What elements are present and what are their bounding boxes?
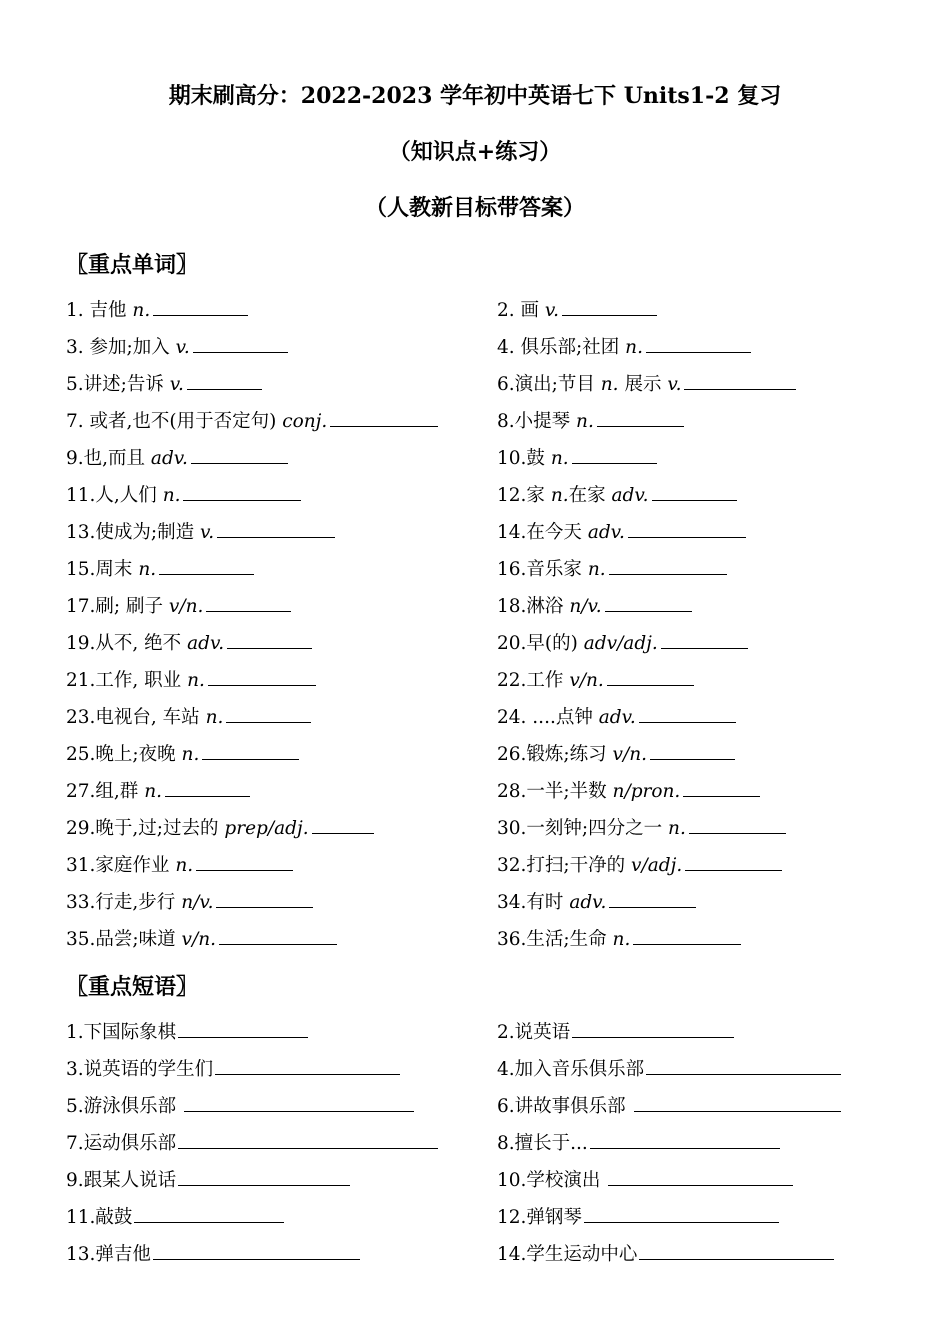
phrase-item [497,1055,841,1085]
item-row [66,444,886,481]
part-of-speech: n. [600,374,619,395]
answer-blank[interactable] [330,425,438,427]
item-text: 29.晚于,过;过去的 [66,818,225,839]
part-of-speech: n. [205,707,224,728]
phrase-item [66,1129,438,1159]
document-subtitle: （知识点+练习） [388,139,562,165]
item-text: 35.品尝;味道 [66,929,182,950]
answer-blank[interactable] [609,906,696,908]
phrase-item [66,1240,360,1270]
item-row [66,1092,886,1129]
item-text: 7.运动俱乐部 [66,1133,177,1154]
item-text: 4. 俱乐部;社团 [497,337,626,358]
item-text: 22.工作 [497,670,570,691]
phrase-item [497,1240,834,1270]
vocab-item [66,666,316,696]
item-text: 10.学校演出 [497,1170,607,1191]
answer-blank[interactable] [196,869,293,871]
vocab-section-heading: 〖重点单词〗 [66,252,199,278]
part-of-speech: adv. [150,448,188,469]
answer-blank[interactable] [650,758,735,760]
answer-blank[interactable] [646,351,751,353]
item-row [66,888,886,925]
answer-blank[interactable] [187,388,262,390]
item-text: 34.有时 [497,892,570,913]
part-of-speech: adv. [187,633,225,654]
phrase-item [497,1203,779,1233]
item-row [66,407,886,444]
vocab-item [66,296,248,326]
part-of-speech: v/n. [168,596,204,617]
item-text: 11.敲鼓 [66,1207,133,1228]
part-of-speech: v/adj. [631,855,683,876]
answer-blank[interactable] [226,721,311,723]
answer-blank[interactable] [178,1036,308,1038]
vocab-item [497,333,751,363]
answer-blank[interactable] [628,536,746,538]
item-row [66,370,886,407]
answer-blank[interactable] [572,462,657,464]
part-of-speech: n. [587,559,606,580]
vocab-item [497,666,694,696]
item-text: 11.人,人们 [66,485,163,506]
item-row [66,1166,886,1203]
answer-blank[interactable] [562,314,657,316]
answer-blank[interactable] [208,684,316,686]
answer-blank[interactable] [639,1258,834,1260]
item-text: 2.说英语 [497,1022,571,1043]
part-of-speech: n. [187,670,205,691]
item-row [66,1018,886,1055]
answer-blank[interactable] [689,832,786,834]
answer-blank[interactable] [597,425,684,427]
item-row [66,814,886,851]
vocab-item [497,777,760,807]
answer-blank[interactable] [607,684,694,686]
vocab-list [66,296,886,962]
item-text: 25.晚上;夜晚 [66,744,182,765]
item-text: 2. 画 [497,300,545,321]
answer-blank[interactable] [159,573,254,575]
part-of-speech: n. [668,818,686,839]
vocab-item [66,370,262,400]
vocab-item [497,481,737,511]
part-of-speech: conj. [282,411,328,432]
item-text: 17.刷; 刷子 [66,596,169,617]
answer-blank[interactable] [217,536,335,538]
answer-blank[interactable] [206,610,291,612]
item-text: 13.弹吉他 [66,1244,151,1265]
answer-blank[interactable] [584,1221,779,1223]
item-row [66,1240,886,1277]
item-row [66,666,886,703]
part-of-speech: n. [612,929,631,950]
answer-blank[interactable] [153,314,248,316]
item-text: 13.使成为;制造 [66,522,201,543]
vocab-item [66,740,299,770]
item-text: 5.游泳俱乐部 [66,1096,183,1117]
item-text: 27.组,群 [66,781,145,802]
vocab-item [66,333,288,363]
vocab-item [497,518,746,548]
vocab-item [497,925,741,955]
item-text: 36.生活;生命 [497,929,613,950]
item-row [66,925,886,962]
part-of-speech-secondary: v. [667,374,682,395]
phrase-item [66,1055,400,1085]
part-of-speech: n. [162,485,181,506]
item-row [66,481,886,518]
item-text: 20.早(的) [497,633,584,654]
vocab-item [66,703,311,733]
item-text: 19.从不, 绝不 [66,633,188,654]
vocab-item [497,851,782,881]
answer-blank[interactable] [633,943,741,945]
item-text: 3. 参加;加入 [66,337,176,358]
item-text-secondary: 展示 [618,374,668,395]
item-text: 15.周末 [66,559,139,580]
part-of-speech: adv. [598,707,636,728]
item-row [66,851,886,888]
answer-blank[interactable] [219,943,337,945]
part-of-speech: v/n. [612,744,648,765]
vocab-item [66,925,337,955]
answer-blank[interactable] [165,795,250,797]
vocab-item [66,888,313,918]
answer-blank[interactable] [605,610,692,612]
item-row [66,1129,886,1166]
answer-blank[interactable] [652,499,737,501]
part-of-speech: n. [576,411,594,432]
vocab-item [66,407,438,437]
part-of-speech: prep/adj. [224,818,309,839]
answer-blank[interactable] [153,1258,360,1260]
item-text: 16.音乐家 [497,559,588,580]
phrase-item [497,1166,793,1196]
phrase-item [66,1166,350,1196]
vocab-item [497,629,748,659]
answer-blank[interactable] [134,1221,284,1223]
item-row [66,555,886,592]
answer-blank[interactable] [608,1184,793,1186]
answer-blank[interactable] [312,832,374,834]
vocab-item [497,555,727,585]
part-of-speech: n. [181,744,200,765]
item-text: 9.跟某人说话 [66,1170,177,1191]
item-row [66,333,886,370]
item-text: 5.讲述;告诉 [66,374,170,395]
item-text: 18.淋浴 [497,596,570,617]
part-of-speech: n/v. [181,892,214,913]
part-of-speech: n. [144,781,162,802]
item-text: 12.弹钢琴 [497,1207,582,1228]
vocab-item [66,518,335,548]
answer-blank[interactable] [178,1147,438,1149]
item-text: 33.行走,步行 [66,892,182,913]
item-text: 3.说英语的学生们 [66,1059,214,1080]
item-text: 6.演出;节目 [497,374,601,395]
vocab-item [66,555,254,585]
phrase-item [497,1129,780,1159]
part-of-speech: n. [550,448,569,469]
item-text: 1. 吉他 [66,300,133,321]
item-text-secondary: 在家 [568,485,612,506]
vocab-item [497,444,657,474]
item-text: 30.一刻钟;四分之一 [497,818,669,839]
item-text: 31.家庭作业 [66,855,176,876]
item-text: 26.锻炼;练习 [497,744,613,765]
phrase-item [66,1092,414,1122]
item-row [66,296,886,333]
part-of-speech: v. [175,337,190,358]
item-text: 32.打扫;干净的 [497,855,632,876]
item-row [66,629,886,666]
part-of-speech: n. [175,855,194,876]
item-text: 7. 或者,也不(用于否定句) [66,411,283,432]
answer-blank[interactable] [684,388,796,390]
vocab-item [66,592,291,622]
answer-blank[interactable] [685,869,782,871]
item-row [66,1055,886,1092]
part-of-speech: n. [550,485,569,506]
answer-blank[interactable] [215,1073,400,1075]
phrase-item [66,1018,308,1048]
item-text: 28.一半;半数 [497,781,613,802]
answer-blank[interactable] [634,1110,841,1112]
part-of-speech-secondary: adv. [611,485,649,506]
vocab-item [497,296,657,326]
vocab-item [497,592,692,622]
document-title: 期末刷高分：2022-2023 学年初中英语七下 Units1-2 复习 [168,83,782,109]
answer-blank[interactable] [216,906,313,908]
item-text: 14.在今天 [497,522,588,543]
vocab-item [66,444,288,474]
part-of-speech: n. [625,337,643,358]
answer-blank[interactable] [590,1147,780,1149]
vocab-item [497,740,735,770]
item-text: 12.家 [497,485,551,506]
phrase-item [66,1203,284,1233]
answer-blank[interactable] [639,721,736,723]
answer-blank[interactable] [178,1184,350,1186]
part-of-speech: n/v. [569,596,602,617]
vocab-item [66,851,293,881]
part-of-speech: n/pron. [612,781,681,802]
part-of-speech: adv. [569,892,607,913]
answer-blank[interactable] [191,462,288,464]
part-of-speech: v/n. [569,670,604,691]
answer-blank[interactable] [202,758,299,760]
item-row [66,777,886,814]
part-of-speech: adv. [587,522,625,543]
item-row [66,703,886,740]
vocab-item [497,407,684,437]
vocab-item [497,888,696,918]
item-row [66,518,886,555]
document-edition: （人教新目标带答案） [364,195,585,221]
vocab-item [497,814,786,844]
vocab-item [66,777,250,807]
item-text: 4.加入音乐俱乐部 [497,1059,645,1080]
answer-blank[interactable] [646,1073,841,1075]
item-text: 6.讲故事俱乐部 [497,1096,632,1117]
phrase-section-heading: 〖重点短语〗 [66,974,199,1000]
phrase-list [66,1018,886,1277]
answer-blank[interactable] [609,573,727,575]
item-text: 14.学生运动中心 [497,1244,638,1265]
answer-blank[interactable] [661,647,748,649]
part-of-speech: v. [200,522,215,543]
vocab-item [497,703,736,733]
item-text: 23.电视台, 车站 [66,707,206,728]
answer-blank[interactable] [683,795,760,797]
vocab-item [497,370,796,400]
item-row [66,740,886,777]
phrase-item [497,1092,841,1122]
vocab-item [66,629,312,659]
answer-blank[interactable] [193,351,288,353]
answer-blank[interactable] [572,1036,734,1038]
item-text: 8.小提琴 [497,411,577,432]
vocab-item [66,481,301,511]
vocab-item [66,814,374,844]
item-row [66,592,886,629]
answer-blank[interactable] [227,647,312,649]
answer-blank[interactable] [183,499,301,501]
phrase-item [497,1018,734,1048]
item-text: 21.工作, 职业 [66,670,188,691]
part-of-speech: v/n. [181,929,217,950]
answer-blank[interactable] [184,1110,414,1112]
part-of-speech: v. [544,300,560,321]
item-row [66,1203,886,1240]
item-text: 1.下国际象棋 [66,1022,177,1043]
part-of-speech: adv/adj. [583,633,658,654]
item-text: 24. ....点钟 [497,707,599,728]
item-text: 10.鼓 [497,448,551,469]
part-of-speech: n. [132,300,151,321]
part-of-speech: n. [138,559,157,580]
item-text: 9.也,而且 [66,448,151,469]
part-of-speech: v. [169,374,184,395]
item-text: 8.擅长于... [497,1133,588,1154]
